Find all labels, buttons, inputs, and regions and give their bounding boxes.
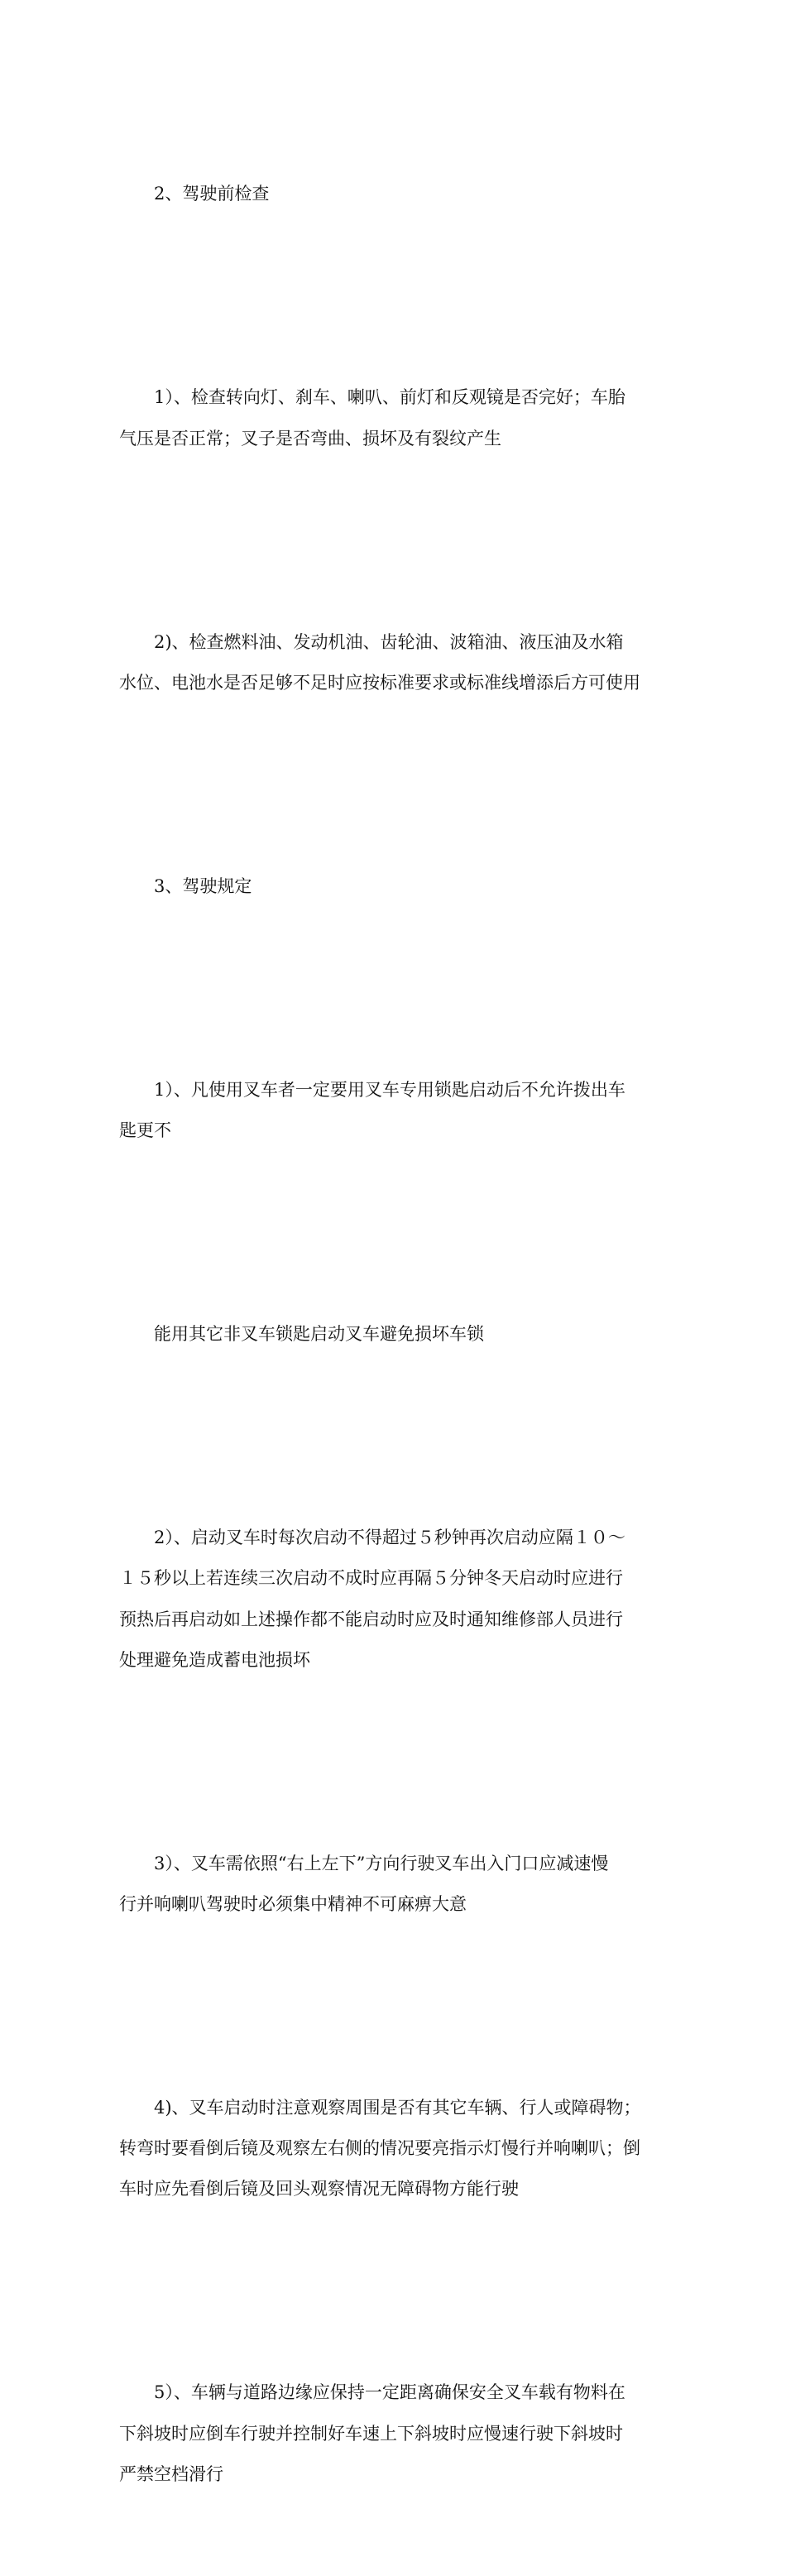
paragraph-check-fluids (119, 540, 669, 784)
text-line: 3、驾驶规定 (154, 875, 252, 896)
text-line: １５秒以上若连续三次启动不成时应再隔５分钟冬天启动时应进行 (119, 1568, 623, 1589)
text-line: 处理避免造成蓄电池损坏 (119, 1649, 310, 1670)
text-line: 1）、检查转向灯、刹车、喇叭、前灯和反观镜是否完好；车胎 (154, 387, 625, 408)
text-line: 水位、电池水是否足够不足时应按标准要求或标准线增添后方可使用 (119, 672, 640, 693)
section-heading-pre-drive-check (119, 93, 669, 296)
text-line: 5）、车辆与道路边缘应保持一定距离确保安全叉车载有物料在 (154, 2382, 625, 2403)
text-line: 4)、叉车启动时注意观察周围是否有其它车辆、行人或障碍物； (154, 2097, 641, 2118)
paragraph-check-lights-tires (119, 296, 669, 540)
text-line: 3）、叉车需依照“右上左下”方向行驶叉车出入门口应减速慢 (154, 1853, 609, 1873)
paragraph-observe-surroundings (119, 2007, 669, 2291)
text-line: 2、驾驶前检查 (154, 184, 270, 204)
text-line: 匙更不 (119, 1120, 171, 1141)
text-line: 预热后再启动如上述操作都不能启动时应及时通知维修部人员进行 (119, 1609, 623, 1629)
paragraph-slope-safety (119, 2291, 669, 2576)
text-line: 1）、凡使用叉车者一定要用叉车专用锁匙启动后不允许拨出车 (154, 1079, 625, 1100)
section-heading-driving-rules (119, 784, 669, 988)
text-line: 严禁空档滑行 (119, 2463, 223, 2484)
document-body (119, 93, 669, 2576)
paragraph-starting-procedure (119, 1437, 669, 1763)
text-line: 2）、启动叉车时每次启动不得超过５秒钟再次启动应隔１０～ (154, 1528, 625, 1548)
paragraph-key-usage-continued (119, 1233, 669, 1437)
text-line: 下斜坡时应倒车行驶并控制好车速上下斜坡时应慢速行驶下斜坡时 (119, 2423, 623, 2444)
paragraph-key-usage (119, 988, 669, 1232)
text-line: 车时应先看倒后镜及回头观察情况无障碍物方能行驶 (119, 2179, 519, 2199)
text-line: 2)、检查燃料油、发动机油、齿轮油、波箱油、液压油及水箱 (154, 631, 624, 652)
text-line: 气压是否正常；叉子是否弯曲、损坏及有裂纹产生 (119, 428, 501, 449)
paragraph-driving-direction (119, 1762, 669, 2006)
text-line: 能用其它非叉车锁匙启动叉车避免损坏车锁 (154, 1324, 484, 1345)
text-line: 转弯时要看倒后镜及观察左右侧的情况要亮指示灯慢行并响喇叭；倒 (119, 2138, 640, 2159)
text-line: 行并响喇叭驾驶时必须集中精神不可麻痹大意 (119, 1893, 467, 1914)
